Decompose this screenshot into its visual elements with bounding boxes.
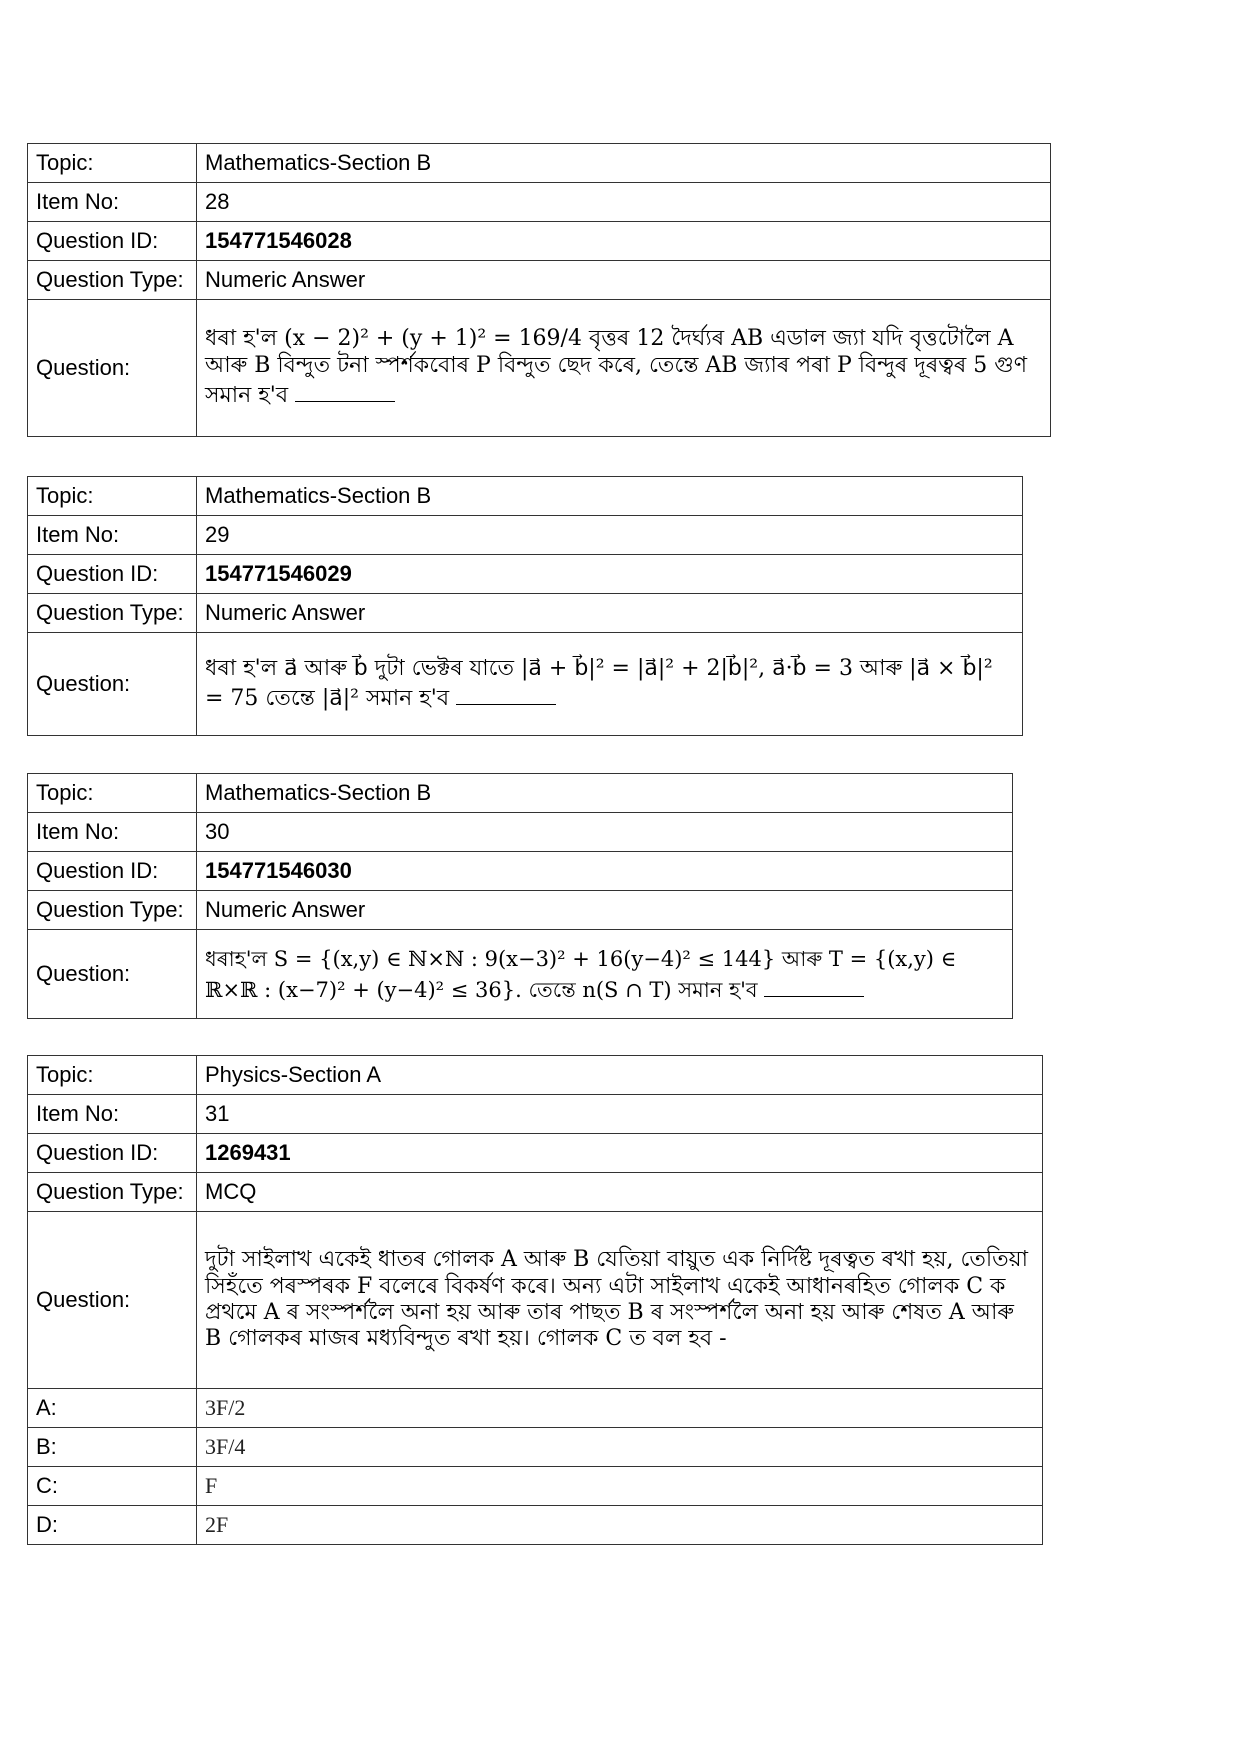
question-id-label: Question ID:	[28, 1134, 197, 1173]
question-text	[197, 930, 1013, 1019]
question-text-content: ধৰা হ'ল (x − 2)² + (y + 1)² = 169/4 বৃত্তৰ 12 দৈৰ্ঘ্যৰ AB এডাল জ্যা যদি বৃত্তটোলৈ A আৰু B বিন্দুত টনা স্পৰ্শকবোৰ P বিন্দুত ছেদ কৰে, তেন্তে AB জ্যাৰ পৰা P বিন্দুৰ দূৰত্বৰ 5 গুণ সমান হ'ব	[205, 326, 1028, 409]
item-no-label: Item No:	[28, 516, 197, 555]
option-d-label: D:	[28, 1506, 197, 1545]
question-text	[197, 633, 1023, 736]
option-a-label: A:	[28, 1389, 197, 1428]
question-id-label: Question ID:	[28, 852, 197, 891]
option-b-label: B:	[28, 1428, 197, 1467]
question-id-value: 154771546030	[197, 852, 1013, 891]
item-no-value: 28	[197, 183, 1051, 222]
topic-value: Mathematics-Section B	[197, 144, 1051, 183]
item-no-label: Item No:	[28, 183, 197, 222]
topic-label: Topic:	[28, 477, 197, 516]
option-c-value: F	[197, 1467, 1043, 1506]
question-text-content: ধৰা হ'ল a⃗ আৰু b⃗ দুটা ভেক্টৰ যাতে |a⃗ + b⃗|² = |a⃗|² + 2|b⃗|², a⃗·b⃗ = 3 আৰু |a⃗ × b⃗|² = 75 তেন্তে |a⃗|² সমান হ'ব	[205, 655, 993, 711]
topic-value: Physics-Section A	[197, 1056, 1043, 1095]
question-label: Question:	[28, 300, 197, 437]
question-card-31	[27, 1055, 1043, 1545]
question-card-30	[27, 773, 1013, 1019]
option-b-value: 3F/4	[197, 1428, 1043, 1467]
question-text	[197, 1212, 1043, 1389]
option-d-value: 2F	[197, 1506, 1043, 1545]
question-id-label: Question ID:	[28, 222, 197, 261]
topic-value: Mathematics-Section B	[197, 477, 1023, 516]
question-id-value: 154771546028	[197, 222, 1051, 261]
question-type-label: Question Type:	[28, 261, 197, 300]
question-type-value: Numeric Answer	[197, 891, 1013, 930]
question-type-label: Question Type:	[28, 1173, 197, 1212]
question-type-label: Question Type:	[28, 891, 197, 930]
topic-label: Topic:	[28, 774, 197, 813]
question-type-value: MCQ	[197, 1173, 1043, 1212]
item-no-value: 29	[197, 516, 1023, 555]
question-card-29	[27, 476, 1023, 736]
question-id-label: Question ID:	[28, 555, 197, 594]
item-no-label: Item No:	[28, 1095, 197, 1134]
item-no-label: Item No:	[28, 813, 197, 852]
question-card-28	[27, 143, 1051, 437]
question-label: Question:	[28, 930, 197, 1019]
option-a-value: 3F/2	[197, 1389, 1043, 1428]
option-c-label: C:	[28, 1467, 197, 1506]
answer-blank	[456, 682, 556, 705]
question-type-value: Numeric Answer	[197, 594, 1023, 633]
topic-label: Topic:	[28, 144, 197, 183]
item-no-value: 30	[197, 813, 1013, 852]
question-text-content: দুটা সাইলাখ একেই ধাতৰ গোলক A আৰু B যেতিয়া বায়ুত এক নিৰ্দিষ্ট দূৰত্বত ৰখা হয়, তেতিয়া সিহঁতে পৰস্পৰক F বলেৰে বিকৰ্ষণ কৰে। অন্য এটা সাইলাখ একেই আধানৰহিত গোলক C ক প্ৰথমে A ৰ সংস্পৰ্শলৈ অনা হয় আৰু তাৰ পাছত B ৰ সংস্পৰ্শলৈ অনা হয় আৰু শেষত A আৰু B গোলকৰ মাজৰ মধ্যবিন্দুত ৰখা হয়। গোলক C ত বল হব -	[205, 1247, 1029, 1352]
question-label: Question:	[28, 633, 197, 736]
question-id-value: 1269431	[197, 1134, 1043, 1173]
answer-blank	[295, 379, 395, 402]
question-id-value: 154771546029	[197, 555, 1023, 594]
question-text	[197, 300, 1051, 437]
answer-blank	[764, 974, 864, 997]
question-type-value: Numeric Answer	[197, 261, 1051, 300]
question-text-content: ধৰাহ'ল S = {(x,y) ∈ ℕ×ℕ : 9(x−3)² + 16(y−4)² ≤ 144} আৰু T = {(x,y) ∈ ℝ×ℝ : (x−7)² + (y−4)² ≤ 36}. তেন্তে n(S ∩ T) সমান হ'ব	[205, 946, 957, 1002]
topic-value: Mathematics-Section B	[197, 774, 1013, 813]
question-type-label: Question Type:	[28, 594, 197, 633]
topic-label: Topic:	[28, 1056, 197, 1095]
item-no-value: 31	[197, 1095, 1043, 1134]
question-label: Question:	[28, 1212, 197, 1389]
